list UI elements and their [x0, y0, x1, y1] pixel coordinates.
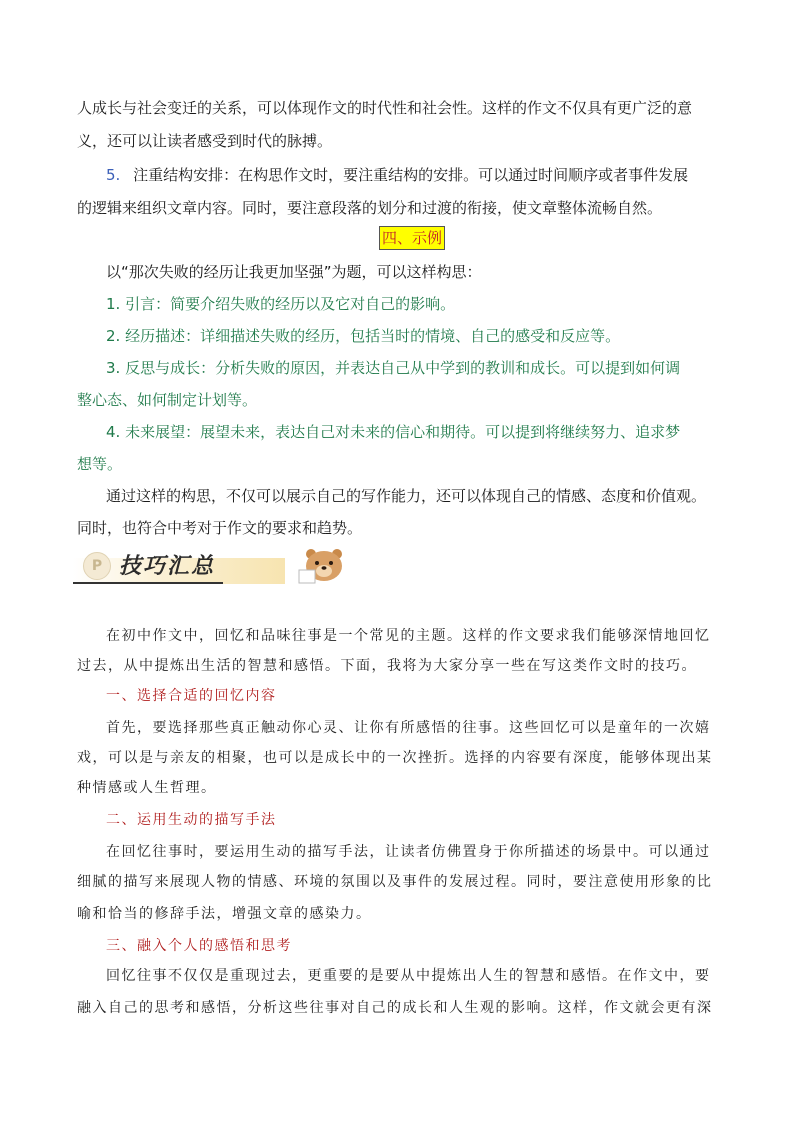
- summary-line: 通过这样的构思，不仅可以展示自己的写作能力，还可以体现自己的情感、态度和价值观。: [106, 487, 707, 505]
- tips-paragraph-line: 融入自己的思考和感悟，分析这些往事对自己的成长和人生观的影响。这样，作文就会更有深: [77, 1000, 713, 1016]
- tips-paragraph-line: 在回忆往事时，要运用生动的描写手法，让读者仿佛置身于你所描述的场景中。可以通过: [106, 844, 711, 860]
- summary-line: 同时，也符合中考对于作文的要求和趋势。: [77, 519, 363, 537]
- banner-title: 技巧汇总: [119, 554, 216, 579]
- tips-paragraph-line: 首先，要选择那些真正触动你心灵、让你有所感悟的往事。这些回忆可以是童年的一次嬉: [106, 720, 711, 736]
- tips-intro-line: 过去，从中提炼出生活的智慧和感悟。下面，我将为大家分享一些在写这类作文时的技巧。: [77, 658, 697, 674]
- section-heading: 四、示例: [379, 226, 445, 250]
- paragraph-line: 义，还可以让读者感受到时代的脉搏。: [77, 132, 333, 150]
- bear-mascot-icon: [295, 546, 353, 584]
- example-item-continuation: 想等。: [77, 455, 123, 473]
- paragraph-line: 的逻辑来组织文章内容。同时，要注意段落的划分和过渡的衔接，使文章整体流畅自然。: [77, 199, 663, 217]
- example-item: 4. 未来展望：展望未来，表达自己对未来的信心和期待。可以提到将继续努力、追求梦: [106, 423, 681, 441]
- example-item: 3. 反思与成长：分析失败的原因，并表达自己从中学到的教训和成长。可以提到如何调: [106, 359, 681, 377]
- banner-underline: [73, 582, 223, 584]
- tips-intro-line: 在初中作文中，回忆和品味往事是一个常见的主题。这样的作文要求我们能够深情地回忆: [106, 628, 711, 644]
- example-item: 2. 经历描述：详细描述失败的经历，包括当时的情境、自己的感受和反应等。: [106, 327, 621, 345]
- tips-paragraph-line: 喻和恰当的修辞手法，增强文章的感染力。: [77, 906, 372, 922]
- tips-paragraph-line: 细腻的描写来展现人物的情感、环境的氛围以及事件的发展过程。同时，要注意使用形象的比: [77, 874, 713, 890]
- example-intro: 以“那次失败的经历让我更加坚强”为题，可以这样构思：: [106, 263, 482, 281]
- example-item-continuation: 整心态、如何制定计划等。: [77, 391, 258, 409]
- point-title: 注重结构安排: [133, 166, 224, 184]
- tips-paragraph-line: 戏，可以是与亲友的相聚，也可以是成长中的一次挫折。选择的内容要有深度，能够体现出某: [77, 750, 713, 766]
- paragraph-line: 人成长与社会变迁的关系，可以体现作文的时代性和社会性。这样的作文不仅具有更广泛的意: [77, 99, 693, 117]
- tips-paragraph-line: 种情感或人生哲理。: [77, 780, 217, 796]
- point-number: 5.: [106, 166, 121, 184]
- tips-heading-2: 二、运用生动的描写手法: [106, 812, 277, 828]
- example-item: 1. 引言：简要介绍失败的经历以及它对自己的影响。: [106, 295, 456, 313]
- point-text: ：在构思作文时，要注重结构的安排。可以通过时间顺序或者事件发展: [223, 166, 689, 184]
- tips-paragraph-line: 回忆往事不仅仅是重现过去，更重要的是要从中提炼出人生的智慧和感悟。在作文中，要: [106, 968, 711, 984]
- tips-heading-3: 三、融入个人的感悟和思考: [106, 938, 292, 954]
- p-badge-icon: P: [83, 552, 111, 580]
- tips-banner: [73, 546, 285, 584]
- point-5-line: [106, 165, 688, 185]
- tips-heading-1: 一、选择合适的回忆内容: [106, 688, 277, 704]
